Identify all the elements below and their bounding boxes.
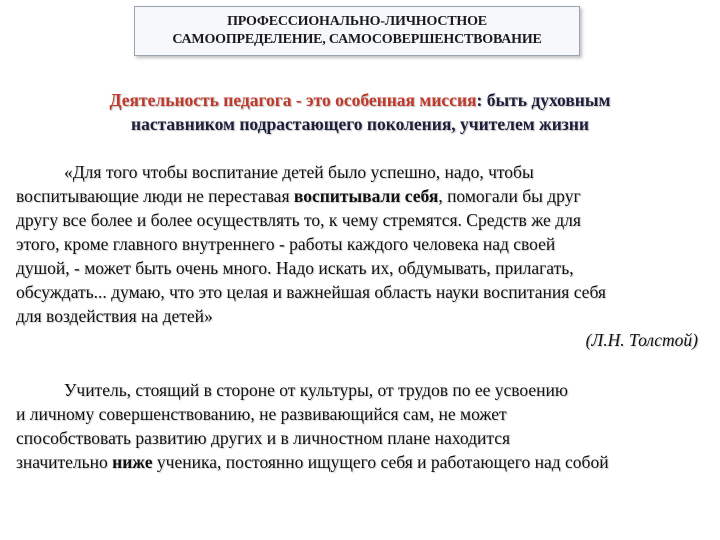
title-line-1: ПРОФЕССИОНАЛЬНО-ЛИЧНОСТНОЕ — [227, 14, 487, 29]
title-line-2: САМООПРЕДЕЛЕНИЕ, САМОСОВЕРШЕНСТВОВАНИЕ — [172, 32, 542, 47]
quote-line-7: для воздействия на детей» — [16, 306, 213, 326]
teacher-line-4-start: значительно — [16, 452, 113, 472]
mission-line-1 — [0, 88, 720, 112]
quote-line-6: обсуждать... думаю, что это целая и важнейшая область науки воспитания себя — [16, 282, 606, 302]
quote-emphasis: воспитывали себя — [293, 186, 439, 206]
teacher-paragraph — [16, 378, 706, 474]
mission-rest: : быть духовным — [476, 90, 611, 110]
quote-line-3: другу все более и более осуществлять то, к чему стремятся. Средств же для — [16, 210, 581, 230]
title-box — [134, 6, 580, 56]
quote-line-1: «Для того чтобы воспитание детей было успешно, надо, чтобы — [64, 162, 534, 182]
mission-highlight: Деятельность педагога - это особенная миссия — [109, 90, 477, 110]
mission-statement — [0, 88, 720, 136]
teacher-line-4-end: ученика, постоянно ищущего себя и работающего над собой — [152, 452, 609, 472]
quote-line-2-start: воспитывающие люди не переставая — [16, 186, 294, 206]
teacher-line-1: Учитель, стоящий в стороне от культуры, от трудов по ее усвоению — [64, 380, 568, 400]
teacher-line-4 — [16, 450, 706, 474]
mission-line-2: наставником подрастающего поколения, учителем жизни — [131, 114, 589, 134]
quote-line-4: этого, кроме главного внутреннего - работы каждого человека над своей — [16, 234, 556, 254]
quote-line-2 — [16, 184, 706, 208]
tolstoy-quote — [16, 160, 706, 328]
teacher-line-2: и личному совершенствованию, не развивающийся сам, не может — [16, 404, 507, 424]
quote-line-5: душой, - может быть очень много. Надо искать их, обдумывать, прилагать, — [16, 258, 574, 278]
quote-author: (Л.Н. Толстой) — [585, 330, 698, 350]
teacher-line-3: способствовать развитию других и в личностном плане находится — [16, 428, 511, 448]
quote-line-2-end: , помогали бы друг — [438, 186, 581, 206]
teacher-emphasis: ниже — [112, 452, 153, 472]
